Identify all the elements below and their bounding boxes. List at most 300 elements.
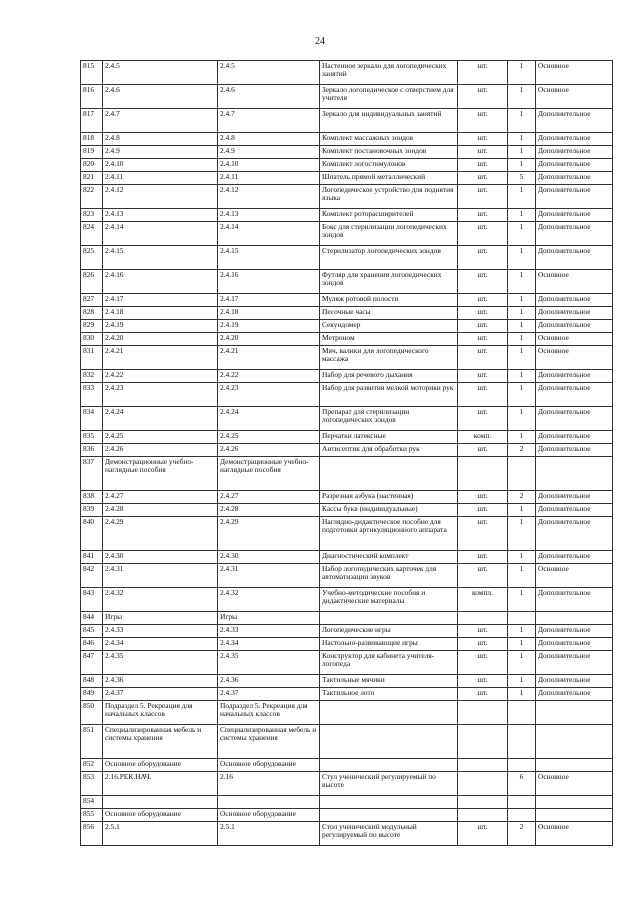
code-cell: 2.4.14 <box>103 222 218 246</box>
code-cell: 2.4.35 <box>103 651 218 675</box>
quantity-cell: 1 <box>508 85 536 109</box>
unit-cell: шт. <box>458 822 508 846</box>
item-name-cell: Бокс для стерилизации логопедических зондов <box>320 222 458 246</box>
code-cell: 2.4.10 <box>103 159 218 172</box>
code-cell: 2.4.20 <box>103 333 218 346</box>
quantity-cell: 1 <box>508 588 536 612</box>
row-number: 849 <box>81 688 103 701</box>
row-number: 824 <box>81 222 103 246</box>
code-alt-cell: 2.4.29 <box>218 517 320 551</box>
table-row <box>81 796 613 809</box>
table-row <box>81 444 613 457</box>
quantity-cell: 6 <box>508 772 536 796</box>
unit-cell: шт. <box>458 504 508 517</box>
code-cell <box>103 796 218 809</box>
equipment-type-cell: Дополнительное <box>536 504 613 517</box>
quantity-cell: 1 <box>508 185 536 209</box>
item-name-cell: Комплект массажных зондов <box>320 133 458 146</box>
item-name-cell: Настенное зеркало для логопедических занятий <box>320 61 458 85</box>
row-number: 835 <box>81 431 103 444</box>
code-alt-cell: 2.4.6 <box>218 85 320 109</box>
equipment-type-cell <box>536 612 613 625</box>
quantity-cell: 1 <box>508 133 536 146</box>
unit-cell: шт. <box>458 675 508 688</box>
row-number: 826 <box>81 270 103 294</box>
equipment-type-cell <box>536 725 613 759</box>
equipment-type-cell: Дополнительное <box>536 651 613 675</box>
table-row <box>81 638 613 651</box>
code-alt-cell: 2.4.28 <box>218 504 320 517</box>
equipment-type-cell: Дополнительное <box>536 407 613 431</box>
unit-cell: шт. <box>458 346 508 370</box>
unit-cell: шт. <box>458 320 508 333</box>
code-cell: 2.4.26 <box>103 444 218 457</box>
unit-cell: шт. <box>458 61 508 85</box>
code-cell: 2.5.1 <box>103 822 218 846</box>
equipment-type-cell: Основное <box>536 270 613 294</box>
table-row <box>81 294 613 307</box>
code-cell: 2.4.8 <box>103 133 218 146</box>
table-row <box>81 133 613 146</box>
equipment-type-cell: Дополнительное <box>536 688 613 701</box>
table-row <box>81 307 613 320</box>
row-number: 829 <box>81 320 103 333</box>
table-row <box>81 407 613 431</box>
item-name-cell: Зеркало для индивидуальных занятий <box>320 109 458 133</box>
row-number: 822 <box>81 185 103 209</box>
row-number: 833 <box>81 383 103 407</box>
row-number: 828 <box>81 307 103 320</box>
unit-cell: шт. <box>458 85 508 109</box>
code-alt-cell: 2.16 <box>218 772 320 796</box>
item-name-cell <box>320 759 458 772</box>
equipment-type-cell <box>536 759 613 772</box>
code-alt-cell: 2.4.26 <box>218 444 320 457</box>
item-name-cell <box>320 612 458 625</box>
code-alt-cell: 2.4.30 <box>218 551 320 564</box>
row-number: 837 <box>81 457 103 491</box>
table-row <box>81 209 613 222</box>
equipment-type-cell: Дополнительное <box>536 185 613 209</box>
quantity-cell: 1 <box>508 346 536 370</box>
equipment-type-cell: Основное <box>536 564 613 588</box>
unit-cell: шт. <box>458 688 508 701</box>
item-name-cell <box>320 796 458 809</box>
code-alt-cell: 2.4.8 <box>218 133 320 146</box>
code-cell: 2.4.16 <box>103 270 218 294</box>
quantity-cell: 1 <box>508 564 536 588</box>
code-alt-cell: Подраздел 5. Рекреация для начальных классов <box>218 701 320 725</box>
item-name-cell: Песочные часы <box>320 307 458 320</box>
item-name-cell: Тактильные мячики <box>320 675 458 688</box>
code-alt-cell: 2.4.15 <box>218 246 320 270</box>
table-row <box>81 822 613 846</box>
item-name-cell <box>320 457 458 491</box>
code-cell: 2.16.РЕК.НАЧ. <box>103 772 218 796</box>
item-name-cell: Диагностический комплект <box>320 551 458 564</box>
equipment-type-cell <box>536 809 613 822</box>
unit-cell: шт. <box>458 564 508 588</box>
unit-cell: шт. <box>458 370 508 383</box>
code-cell: 2.4.12 <box>103 185 218 209</box>
row-number: 827 <box>81 294 103 307</box>
unit-cell: комп. <box>458 431 508 444</box>
code-alt-cell: 2.4.9 <box>218 146 320 159</box>
code-cell: 2.4.13 <box>103 209 218 222</box>
code-cell: 2.4.34 <box>103 638 218 651</box>
code-alt-cell: 2.4.10 <box>218 159 320 172</box>
code-alt-cell: 2.4.19 <box>218 320 320 333</box>
code-cell: 2.4.18 <box>103 307 218 320</box>
table-row <box>81 725 613 759</box>
code-cell: 2.4.30 <box>103 551 218 564</box>
row-number: 850 <box>81 701 103 725</box>
item-name-cell: Комплект роторасширителей <box>320 209 458 222</box>
equipment-type-cell: Дополнительное <box>536 588 613 612</box>
code-cell: 2.4.5 <box>103 61 218 85</box>
item-name-cell: Конструктор для кабинета учителя-логопеда <box>320 651 458 675</box>
equipment-type-cell: Дополнительное <box>536 109 613 133</box>
table-row <box>81 457 613 491</box>
equipment-type-cell: Дополнительное <box>536 172 613 185</box>
code-alt-cell: 2.4.32 <box>218 588 320 612</box>
code-alt-cell: 2.4.16 <box>218 270 320 294</box>
table-row <box>81 651 613 675</box>
unit-cell: шт. <box>458 133 508 146</box>
item-name-cell: Комплект постановочных зондов <box>320 146 458 159</box>
item-name-cell: Учебно-методические пособия и дидактические материалы <box>320 588 458 612</box>
row-number: 839 <box>81 504 103 517</box>
code-cell: 2.4.19 <box>103 320 218 333</box>
quantity-cell: 1 <box>508 688 536 701</box>
quantity-cell: 1 <box>508 407 536 431</box>
quantity-cell <box>508 612 536 625</box>
quantity-cell: 1 <box>508 675 536 688</box>
equipment-type-cell: Дополнительное <box>536 383 613 407</box>
item-name-cell: Набор для развития мелкой моторики рук <box>320 383 458 407</box>
table-row <box>81 564 613 588</box>
equipment-type-cell: Дополнительное <box>536 491 613 504</box>
table-row <box>81 185 613 209</box>
equipment-type-cell <box>536 457 613 491</box>
quantity-cell: 1 <box>508 370 536 383</box>
table-row <box>81 759 613 772</box>
row-number: 818 <box>81 133 103 146</box>
equipment-type-cell: Дополнительное <box>536 307 613 320</box>
code-cell: 2.4.6 <box>103 85 218 109</box>
unit-cell: шт. <box>458 551 508 564</box>
code-alt-cell: 2.5.1 <box>218 822 320 846</box>
quantity-cell: 1 <box>508 383 536 407</box>
row-number: 815 <box>81 61 103 85</box>
row-number: 831 <box>81 346 103 370</box>
item-name-cell: Тактильное лото <box>320 688 458 701</box>
item-name-cell: Стол ученический модульный регулируемый по высоте <box>320 822 458 846</box>
item-name-cell <box>320 809 458 822</box>
row-number: 817 <box>81 109 103 133</box>
table-row <box>81 109 613 133</box>
code-cell: Игры <box>103 612 218 625</box>
table-row <box>81 346 613 370</box>
unit-cell: шт. <box>458 159 508 172</box>
row-number: 856 <box>81 822 103 846</box>
unit-cell <box>458 725 508 759</box>
equipment-type-cell: Дополнительное <box>536 370 613 383</box>
code-alt-cell: 2.4.18 <box>218 307 320 320</box>
row-number: 836 <box>81 444 103 457</box>
code-alt-cell: 2.4.34 <box>218 638 320 651</box>
unit-cell: шт. <box>458 307 508 320</box>
table-row <box>81 612 613 625</box>
code-alt-cell: 2.4.33 <box>218 625 320 638</box>
row-number: 830 <box>81 333 103 346</box>
unit-cell: шт. <box>458 294 508 307</box>
code-alt-cell: 2.4.22 <box>218 370 320 383</box>
item-name-cell <box>320 701 458 725</box>
item-name-cell: Наглядно-дидактическое пособие для подготовки артикуляционного аппарата <box>320 517 458 551</box>
code-cell: 2.4.11 <box>103 172 218 185</box>
item-name-cell: Метроном <box>320 333 458 346</box>
unit-cell: шт. <box>458 270 508 294</box>
equipment-type-cell: Дополнительное <box>536 517 613 551</box>
quantity-cell <box>508 701 536 725</box>
row-number: 832 <box>81 370 103 383</box>
equipment-type-cell: Дополнительное <box>536 625 613 638</box>
quantity-cell: 1 <box>508 146 536 159</box>
unit-cell: шт. <box>458 185 508 209</box>
code-alt-cell: 2.4.23 <box>218 383 320 407</box>
code-cell: 2.4.36 <box>103 675 218 688</box>
table-row <box>81 146 613 159</box>
code-cell: Специализированная мебель и системы хранения <box>103 725 218 759</box>
table-row <box>81 61 613 85</box>
row-number: 846 <box>81 638 103 651</box>
row-number: 842 <box>81 564 103 588</box>
unit-cell: шт. <box>458 222 508 246</box>
row-number: 840 <box>81 517 103 551</box>
equipment-type-cell: Дополнительное <box>536 444 613 457</box>
item-name-cell: Комплект логостимулонов <box>320 159 458 172</box>
unit-cell <box>458 759 508 772</box>
code-cell: 2.4.37 <box>103 688 218 701</box>
equipment-type-cell: Дополнительное <box>536 638 613 651</box>
table-row <box>81 431 613 444</box>
quantity-cell: 1 <box>508 294 536 307</box>
code-cell: 2.4.22 <box>103 370 218 383</box>
code-alt-cell: Игры <box>218 612 320 625</box>
code-cell: 2.4.29 <box>103 517 218 551</box>
code-cell: Основное оборудование <box>103 759 218 772</box>
code-cell: 2.4.25 <box>103 431 218 444</box>
row-number: 819 <box>81 146 103 159</box>
code-cell: 2.4.7 <box>103 109 218 133</box>
code-alt-cell: 2.4.7 <box>218 109 320 133</box>
quantity-cell: 1 <box>508 246 536 270</box>
table-body <box>81 61 613 846</box>
code-cell: 2.4.17 <box>103 294 218 307</box>
quantity-cell: 1 <box>508 320 536 333</box>
row-number: 852 <box>81 759 103 772</box>
item-name-cell: Набор для речевого дыхания <box>320 370 458 383</box>
code-alt-cell: 2.4.31 <box>218 564 320 588</box>
item-name-cell: Набор логопедических карточек для автоматизации звуков <box>320 564 458 588</box>
unit-cell: шт. <box>458 172 508 185</box>
row-number: 834 <box>81 407 103 431</box>
quantity-cell: 1 <box>508 307 536 320</box>
code-cell: 2.4.27 <box>103 491 218 504</box>
table-row <box>81 85 613 109</box>
unit-cell: шт. <box>458 651 508 675</box>
table-row <box>81 383 613 407</box>
unit-cell: шт. <box>458 109 508 133</box>
code-alt-cell: 2.4.35 <box>218 651 320 675</box>
quantity-cell: 1 <box>508 222 536 246</box>
equipment-type-cell: Основное <box>536 772 613 796</box>
item-name-cell <box>320 725 458 759</box>
quantity-cell: 1 <box>508 431 536 444</box>
code-alt-cell: 2.4.36 <box>218 675 320 688</box>
quantity-cell: 1 <box>508 333 536 346</box>
table-row <box>81 320 613 333</box>
row-number: 816 <box>81 85 103 109</box>
unit-cell: шт. <box>458 383 508 407</box>
code-cell: 2.4.32 <box>103 588 218 612</box>
item-name-cell: Логопедические игры <box>320 625 458 638</box>
quantity-cell: 5 <box>508 172 536 185</box>
code-cell: 2.4.15 <box>103 246 218 270</box>
row-number: 823 <box>81 209 103 222</box>
table-row <box>81 809 613 822</box>
code-alt-cell: 2.4.12 <box>218 185 320 209</box>
code-cell: 2.4.9 <box>103 146 218 159</box>
item-name-cell: Перчатки латексные <box>320 431 458 444</box>
unit-cell: компл. <box>458 588 508 612</box>
code-alt-cell: Основное оборудование <box>218 809 320 822</box>
unit-cell <box>458 701 508 725</box>
table-row <box>81 688 613 701</box>
unit-cell: шт. <box>458 146 508 159</box>
row-number: 821 <box>81 172 103 185</box>
item-name-cell: Разрезная азбука (настенная) <box>320 491 458 504</box>
code-cell: 2.4.31 <box>103 564 218 588</box>
page-number: 24 <box>315 36 325 47</box>
unit-cell <box>458 809 508 822</box>
code-alt-cell: 2.4.14 <box>218 222 320 246</box>
quantity-cell: 1 <box>508 209 536 222</box>
row-number: 845 <box>81 625 103 638</box>
equipment-type-cell: Дополнительное <box>536 294 613 307</box>
code-alt-cell: 2.4.11 <box>218 172 320 185</box>
quantity-cell: 1 <box>508 551 536 564</box>
equipment-type-cell: Дополнительное <box>536 551 613 564</box>
quantity-cell: 1 <box>508 638 536 651</box>
quantity-cell: 2 <box>508 822 536 846</box>
table-row <box>81 222 613 246</box>
code-cell: 2.4.33 <box>103 625 218 638</box>
equipment-type-cell: Дополнительное <box>536 133 613 146</box>
table-row <box>81 701 613 725</box>
code-alt-cell: Специализированная мебель и системы хранения <box>218 725 320 759</box>
table-row <box>81 491 613 504</box>
equipment-type-cell <box>536 701 613 725</box>
equipment-type-cell: Дополнительное <box>536 431 613 444</box>
code-cell: 2.4.23 <box>103 383 218 407</box>
code-alt-cell: 2.4.27 <box>218 491 320 504</box>
quantity-cell: 1 <box>508 109 536 133</box>
table-row <box>81 588 613 612</box>
equipment-type-cell: Основное <box>536 333 613 346</box>
code-alt-cell: 2.4.20 <box>218 333 320 346</box>
unit-cell: шт. <box>458 333 508 346</box>
code-cell: Основное оборудование <box>103 809 218 822</box>
unit-cell: шт. <box>458 407 508 431</box>
unit-cell: шт. <box>458 491 508 504</box>
quantity-cell: 1 <box>508 504 536 517</box>
unit-cell: шт. <box>458 444 508 457</box>
code-alt-cell: 2.4.37 <box>218 688 320 701</box>
code-alt-cell <box>218 796 320 809</box>
equipment-type-cell: Дополнительное <box>536 159 613 172</box>
row-number: 848 <box>81 675 103 688</box>
unit-cell: шт. <box>458 246 508 270</box>
code-alt-cell: 2.4.25 <box>218 431 320 444</box>
table-row <box>81 172 613 185</box>
equipment-type-cell: Основное <box>536 822 613 846</box>
row-number: 854 <box>81 796 103 809</box>
code-alt-cell: 2.4.13 <box>218 209 320 222</box>
item-name-cell: Зеркало логопедическое с отверстием для учителя <box>320 85 458 109</box>
quantity-cell <box>508 796 536 809</box>
code-cell: 2.4.24 <box>103 407 218 431</box>
equipment-type-cell: Дополнительное <box>536 209 613 222</box>
code-cell: 2.4.21 <box>103 346 218 370</box>
item-name-cell: Секундомер <box>320 320 458 333</box>
unit-cell: шт. <box>458 517 508 551</box>
table-row <box>81 246 613 270</box>
quantity-cell: 1 <box>508 61 536 85</box>
equipment-table <box>80 60 613 846</box>
quantity-cell <box>508 457 536 491</box>
equipment-type-cell: Дополнительное <box>536 675 613 688</box>
code-cell: Демонстрационные учебно-наглядные пособия <box>103 457 218 491</box>
code-alt-cell: 2.4.24 <box>218 407 320 431</box>
equipment-type-cell: Дополнительное <box>536 146 613 159</box>
table-row <box>81 333 613 346</box>
code-alt-cell: 2.4.21 <box>218 346 320 370</box>
code-alt-cell: 2.4.17 <box>218 294 320 307</box>
table-row <box>81 551 613 564</box>
item-name-cell: Мяч, валики для логопедического массажа <box>320 346 458 370</box>
unit-cell: шт. <box>458 638 508 651</box>
quantity-cell: 1 <box>508 625 536 638</box>
equipment-type-cell: Основное <box>536 61 613 85</box>
item-name-cell: Препарат для стерилизации логопедических зондов <box>320 407 458 431</box>
quantity-cell: 1 <box>508 651 536 675</box>
row-number: 844 <box>81 612 103 625</box>
equipment-type-cell: Дополнительное <box>536 222 613 246</box>
item-name-cell: Настольно-развивающие игры <box>320 638 458 651</box>
item-name-cell: Шпатель прямой металлический <box>320 172 458 185</box>
equipment-type-cell: Основное <box>536 85 613 109</box>
item-name-cell: Стерилизатор логопедических зондов <box>320 246 458 270</box>
row-number: 851 <box>81 725 103 759</box>
code-alt-cell: Демонстрационные учебно-наглядные пособия <box>218 457 320 491</box>
equipment-type-cell: Дополнительное <box>536 246 613 270</box>
equipment-type-cell: Основное <box>536 346 613 370</box>
quantity-cell: 2 <box>508 491 536 504</box>
table-row <box>81 772 613 796</box>
quantity-cell <box>508 809 536 822</box>
